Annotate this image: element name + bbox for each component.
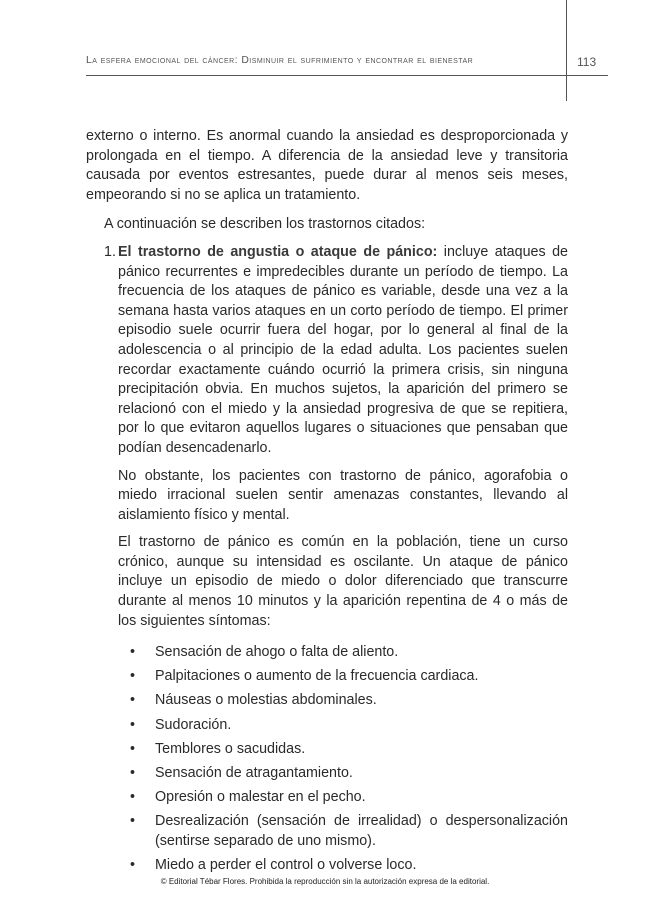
bullet-icon: • [130,788,136,805]
symptom-text: Sensación de ahogo o falta de aliento. [155,644,399,661]
item-1-term: El trastorno de angustia o ataque de pánico: [118,243,438,260]
list-item [118,667,568,687]
list-item [118,856,568,876]
list-item [118,764,568,784]
list-item [118,788,568,808]
bullet-icon: • [130,812,136,829]
bullet-icon: • [130,764,136,781]
running-header-title: La esfera emocional del cáncer: Disminuir el sufrimiento y encontrar el bienestar [86,55,474,66]
symptom-text: Náuseas o molestias abdominales. [155,692,377,709]
list-item [118,740,568,760]
item-number: 1. [104,243,116,260]
list-item [118,812,568,851]
item-1-paragraph-3: El trastorno de pánico es común en la población, tiene un curso crónico, aunque su intensidad es oscilante. Un ataque de pánico incluye un episodio de miedo o dolor diferenciado que transcurre durante al menos 10 minutos y la aparición repentina de 4 o más de los siguientes síntomas: [118,534,568,629]
page-number: 113 [577,55,597,69]
list-item [118,716,568,736]
symptom-text: Sudoración. [155,716,232,733]
bullet-icon: • [130,644,136,661]
item-1-paragraph-1 [118,243,568,459]
bullet-icon: • [130,740,136,757]
item-1-text: incluye ataques de pánico recurrentes e impredecibles durante un período de tiempo. La frecuencia de los ataques de pánico es variable, desde una vez a la semana hasta varios ataques en un corto período de tiempo. El primer episodio suele ocurrir fuera del hogar, por lo general al final de la adolescencia o al principio de la edad adulta. Los pacientes suelen recordar exactamente cuándo ocurrió la primera crisis, sin ninguna precipitación obvia. En muchos sujetos, la aparición del primero se relacionó con el miedo y la ansiedad progresiva de que se repitiera, por lo que evitaron aquellos lugares o situaciones que pensaban que podían desencadenarlo. [118,243,569,456]
symptom-list [118,643,568,875]
list-item [118,643,568,663]
main-content [86,127,568,880]
intro-paragraph: externo o interno. Es anormal cuando la ansiedad es desproporcionada y prolongada en el tiempo. A diferencia de la ansiedad leve y transitoria causada por eventos estresantes, puede durar al menos seis meses, empeorando si no se aplica un tratamiento. [86,128,568,203]
bullet-icon: • [130,716,136,733]
symptom-text: Sensación de atragantamiento. [155,764,353,781]
symptom-text: Temblores o sacudidas. [155,740,306,757]
bullet-icon: • [130,692,136,709]
lead-in-paragraph: A continuación se describen los trastornos citados: [104,216,426,233]
footer-copyright: © Editorial Tébar Flores. Prohibida la reproducción sin la autorización expresa de la editorial. [160,877,490,886]
symptom-text: Opresión o malestar en el pecho. [155,788,366,805]
item-1-paragraph-2: No obstante, los pacientes con trastorno de pánico, agorafobia o miedo irracional suelen sentir amenazas constantes, llevando al aislamiento físico y mental. [118,467,568,523]
bullet-icon: • [130,856,136,873]
list-item [118,691,568,711]
symptom-text: Miedo a perder el control o volverse loco. [155,856,417,873]
symptom-text: Desrealización (sensación de irrealidad) o despersonalización (sentirse separado de uno mismo). [155,812,568,849]
symptom-text: Palpitaciones o aumento de la frecuencia cardiaca. [155,668,479,685]
header-vertical-rule [566,0,567,101]
numbered-item-1 [86,243,568,875]
header-horizontal-rule [86,75,608,76]
bullet-icon: • [130,668,136,685]
